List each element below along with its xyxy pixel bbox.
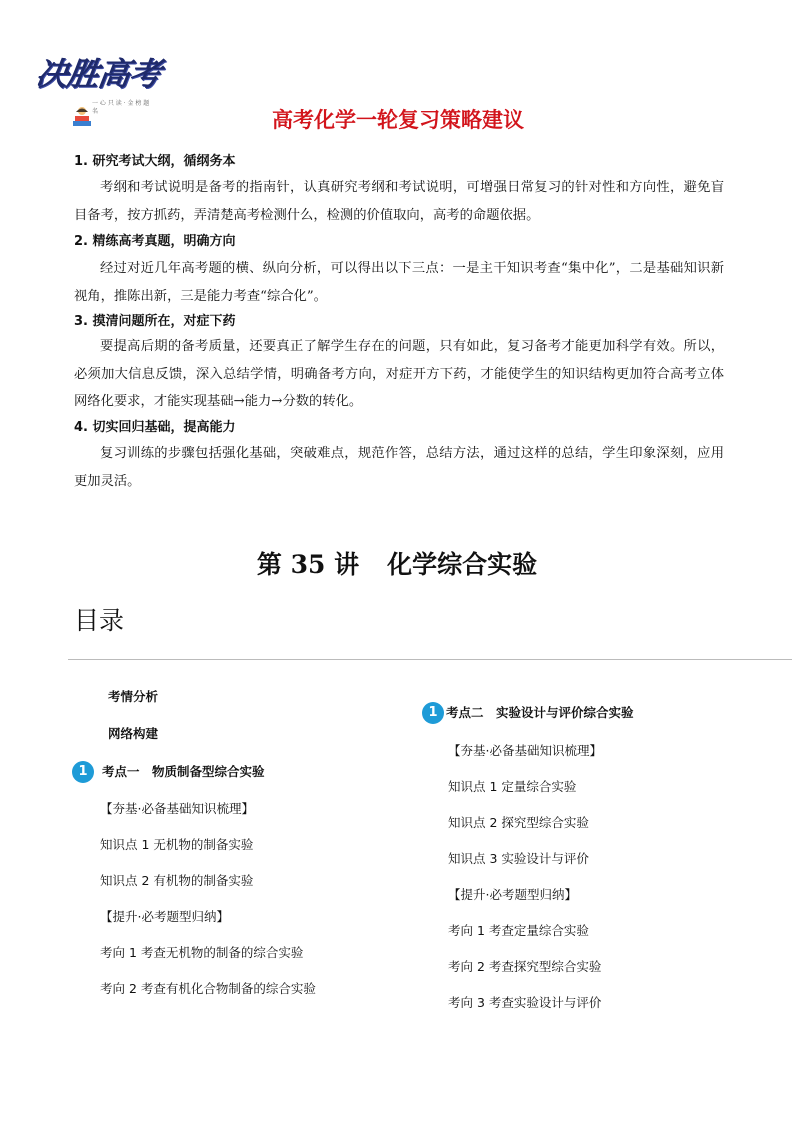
- toc-foundation-tag: 【夯基·必备基础知识梳理】: [448, 743, 602, 758]
- toc-knowledge-item[interactable]: 知识点 1 无机物的制备实验: [100, 837, 254, 852]
- section-heading-4: 4. 切实回归基础，提高能力: [74, 420, 236, 435]
- toc-knowledge-item[interactable]: 知识点 2 有机物的制备实验: [100, 873, 254, 888]
- lecture-title: [0, 548, 794, 582]
- toc-knowledge-item[interactable]: 知识点 3 实验设计与评价: [448, 851, 589, 866]
- point-number-badge: 1: [72, 761, 94, 783]
- section-heading-3: 3. 摸清问题所在，对症下药: [74, 314, 236, 329]
- section-heading-2: 2. 精练高考真题，明确方向: [74, 234, 236, 249]
- logo-text: 决胜高考: [33, 55, 163, 93]
- page-title: 高考化学一轮复习策略建议: [272, 108, 524, 132]
- toc-direction-item[interactable]: 考向 3 考查实验设计与评价: [448, 995, 602, 1010]
- toc-direction-item[interactable]: 考向 1 考查无机物的制备的综合实验: [100, 945, 304, 960]
- toc-knowledge-item[interactable]: 知识点 2 探究型综合实验: [448, 815, 589, 830]
- section-body-2: 经过对近几年高考题的横、纵向分析，可以得出以下三点：一是主干知识考查“集中化”，二是基础知识新视角，推陈出新，三是能力考查“综合化”。: [74, 261, 724, 304]
- toc-direction-item[interactable]: 考向 2 考查有机化合物制备的综合实验: [100, 981, 316, 996]
- toc-knowledge-item[interactable]: 知识点 1 定量综合实验: [448, 779, 577, 794]
- section-body-4: 复习训练的步骤包括强化基础，突破难点，规范作答，总结方法，通过这样的总结，学生印象深刻，应用更加灵活。: [74, 446, 724, 489]
- section-heading-1: 1. 研究考试大纲，循纲务本: [74, 154, 236, 169]
- logo-subtext: 一 心 只 读 · 金 榜 题 名: [92, 100, 150, 115]
- lecture-name: 化学综合实验: [387, 550, 538, 579]
- toc-item-network[interactable]: 网络构建: [108, 726, 159, 741]
- point-number-badge: 1: [422, 702, 444, 724]
- section-body-3: 要提高后期的备考质量，还要真正了解学生存在的问题，只有如此，复习备考才能更加科学有效。所以，必须加大信息反馈，深入总结学情，明确备考方向，对症开方下药，才能使学生的知识结构更加符合高考立体网络化要求，才能实现基础→能力→分数的转化。: [74, 339, 724, 409]
- toc-point-2[interactable]: 考点二 实验设计与评价综合实验: [446, 705, 634, 720]
- toc-direction-item[interactable]: 考向 2 考查探究型综合实验: [448, 959, 602, 974]
- lecture-number: 第 35 讲: [256, 550, 360, 579]
- section-body-1: 考纲和考试说明是备考的指南针，认真研究考纲和考试说明，可增强日常复习的针对性和方向性，避免盲目备考，按方抓药，弄清楚高考检测什么，检测的价值取向，高考的命题依据。: [74, 180, 724, 223]
- toc-direction-item[interactable]: 考向 1 考查定量综合实验: [448, 923, 589, 938]
- toc-improve-tag: 【提升·必考题型归纳】: [100, 909, 229, 924]
- toc-divider: [68, 659, 792, 660]
- toc-item-analysis[interactable]: 考情分析: [108, 689, 159, 704]
- toc-improve-tag: 【提升·必考题型归纳】: [448, 887, 577, 902]
- toc-title: 目录: [74, 606, 125, 635]
- toc-foundation-tag: 【夯基·必备基础知识梳理】: [100, 801, 254, 816]
- toc-point-1[interactable]: 考点一 物质制备型综合实验: [102, 764, 265, 779]
